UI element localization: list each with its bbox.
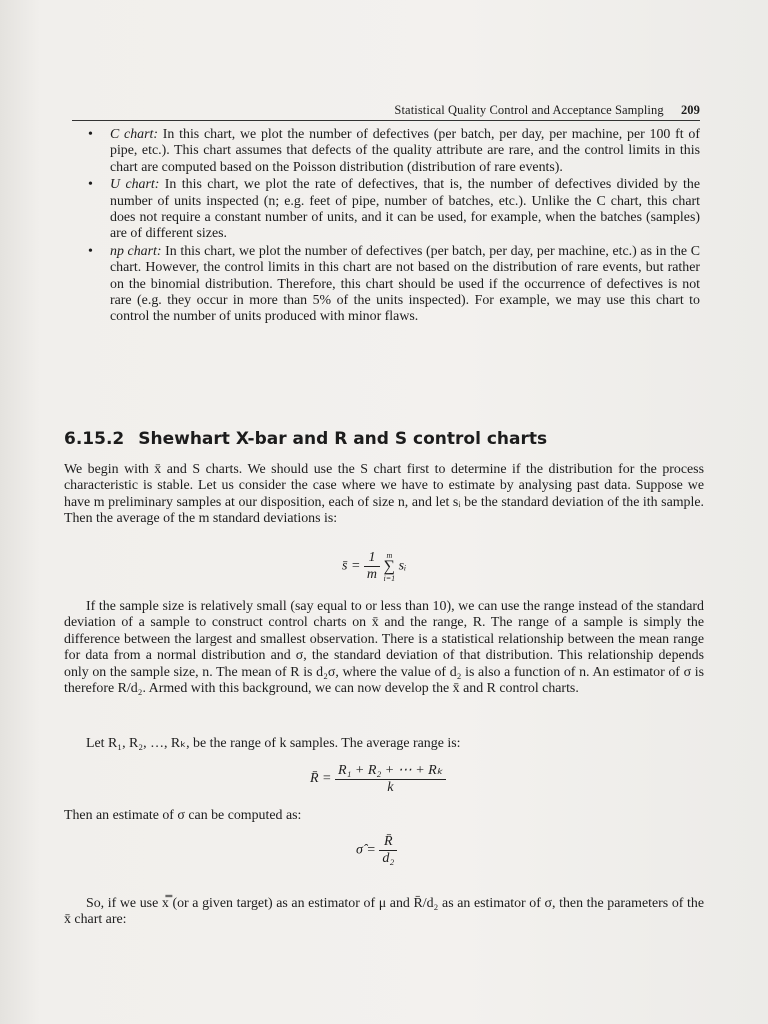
eq-sbar-fraction [364,550,380,583]
section-number: 6.15.2 [64,429,125,449]
paragraph-intro: We begin with x̄ and S charts. We should use the S chart first to determine if the distribution for the process characteristic is stable. Let us consider the case where we have to estimate by analysing past data. Suppose we have m preliminary samples at our disposition, each of size n, and let sᵢ be the standard deviation of the ith sample. Then the average of the m standard deviations is: [64,462,704,527]
eq-sigma-numerator: R̄ [379,834,397,851]
eq-sigma-denominator: d₂ [382,851,395,866]
running-title: Statistical Quality Control and Acceptance Sampling [394,103,664,117]
eq-rbar-numerator: R₁ + R₂ + ⋯ + Rₖ [335,762,446,780]
paragraph-range: If the sample size is relatively small (say equal to or less than 10), we can use the range instead of the standard deviation of a sample to construct control charts on x̄ and the range, R. The range of a sample is simply the difference between the largest and smallest observation. There is a statistical relationship between the mean range for data from a normal distribution and σ, the standard deviation of that distribution. This relationship depends only on the sample size, n. The mean of R is d₂σ, where the value of d₂ is also a function of n. An estimator of σ is therefore R/d₂. Armed with this background, we can now develop the x̄ and R control charts. [64,599,704,697]
eq-sbar-lhs: s̄ = [342,558,361,574]
eq-rbar-denominator: k [387,780,394,795]
list-item [88,177,700,243]
list-item-text: In this chart, we plot the number of defectives (per batch, per day, per machine, per 100 ft of pipe, etc.). This chart assumes that defects of the quality attribute are rare, and the control limits in this chart are computed based on the Poisson distribution (distribution of rare events). [110,127,700,175]
paragraph-sigma-estimate: Then an estimate of σ can be computed as: [64,808,302,823]
paragraph-average-range: Let R₁, R₂, …, Rₖ, be the range of k samples. The average range is: [86,736,461,751]
list-item [88,127,700,176]
running-header [72,103,700,121]
section-heading [64,429,704,449]
equation-rbar [310,762,446,796]
equation-sbar [342,550,406,583]
bullet-icon: • [88,177,93,193]
eq-sbar-denominator: m [366,567,378,582]
chart-type-list [88,127,700,327]
eq-sbar-upper-limit: m [386,550,393,560]
bullet-icon: • [88,127,93,142]
list-item-text: In this chart, we plot the number of defectives (per batch, per day, per machine, etc.) as in the C chart. However, the control limits in this chart are not based on the distribution of rare events, but rather on the binomial distribution. Therefore, this chart should be used if the occurrence of defectives is not rare (e.g. they occur in more than 5% of the units inspected). For example, we may use this chart to control the number of units produced with minor flaws. [110,243,701,325]
eq-sbar-sigma: ∑ [383,557,396,575]
eq-rbar-fraction [335,762,446,796]
equation-sigma-hat [356,834,397,867]
list-item-term: C chart: [110,127,158,142]
list-item-text: In this chart, we plot the rate of defectives, that is, the number of defectives divided by the number of units inspected (n; e.g. feet of pipe, number of batches, etc.). Unlike the C chart, this chart does not require a constant number of units, and it can be used, for example, when the batches (samples) are of different sizes. [110,177,700,242]
section-title: Shewhart X-bar and R and S control charts [138,429,548,449]
eq-sigma-fraction [379,834,397,867]
list-item-term: U chart: [110,177,160,193]
eq-sbar-summation [384,551,396,583]
eq-rbar-lhs: R̄ = [310,771,332,787]
eq-sbar-numerator: 1 [364,550,380,567]
list-item-term: np chart: [110,243,162,259]
page-number: 209 [680,103,700,117]
eq-sbar-lower-limit: i=1 [383,573,396,583]
list-item [88,244,700,326]
eq-sbar-term: sᵢ [398,558,407,574]
bullet-icon: • [88,243,93,259]
paragraph-xbar-parameters: So, if we use x̿ (or a given target) as an estimator of μ and R̄/d₂ as an estimator of σ, then the parameters of the x̄ chart are: [64,896,704,928]
eq-sigma-lhs: σ̂ = [356,842,376,858]
